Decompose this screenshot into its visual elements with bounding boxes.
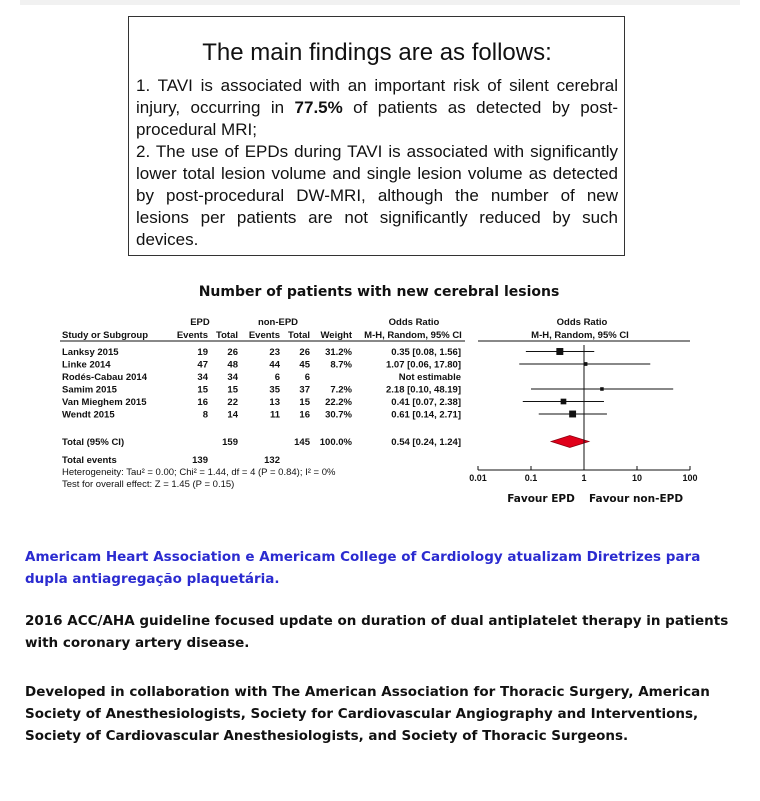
header-events-non: Events	[248, 330, 280, 341]
header-events-epd: Events	[176, 330, 208, 341]
x-tick-label: 100	[682, 473, 698, 483]
forest-plot	[0, 312, 760, 512]
study-non-total: 6	[304, 372, 310, 383]
news-paragraph-2: Developed in collaboration with The American Association for Thoracic Surgery, American Society of Anesthesiologists, Society for Cardiovascular Angiography and Interventions, Society of Cardiovascular Anesthesiologists, and Society of Thoracic Surgeons.	[25, 684, 710, 744]
total-name: Total (95% CI)	[62, 437, 125, 448]
study-name: Lanksy 2015	[62, 347, 119, 358]
favour-right-label: Favour non-EPD	[588, 493, 684, 505]
study-weight: 31.2%	[325, 347, 352, 358]
study-weight: 30.7%	[325, 409, 352, 421]
news-paragraph-1: 2016 ACC/AHA guideline focused update on duration of dual antiplatelet therapy in patients with coronary artery disease.	[25, 613, 729, 651]
news-link[interactable]: Americam Heart Association e Americam College of Cardiology atualizam Diretrizes para dupla antiagregação plaquetária.	[25, 549, 701, 587]
finding-1	[136, 75, 618, 141]
header-total-non: Total	[288, 330, 310, 341]
overall-effect-text: Test for overall effect: Z = 1.45 (P = 0.15)	[62, 479, 235, 490]
study-epd-total: 22	[227, 397, 238, 408]
total-non-epd: 145	[294, 437, 310, 448]
finding-1-text: 1. TAVI is associated with an important risk of silent cerebral injury, occurring in	[136, 76, 618, 117]
study-ci: 0.35 [0.08, 1.56]	[391, 347, 461, 358]
total-epd: 159	[222, 437, 238, 448]
study-ci: 0.61 [0.14, 2.71]	[391, 409, 461, 421]
top-divider	[20, 0, 740, 5]
study-non-events: 35	[269, 384, 280, 396]
header-study: Study or Subgroup	[62, 330, 149, 341]
study-non-total: 26	[299, 347, 310, 358]
total-ci: 0.54 [0.24, 1.24]	[391, 437, 461, 448]
finding-2: 2. The use of EPDs during TAVI is associated with significantly lower total lesion volume and single lesion volume as detected by post-procedural DW-MRI, although the number of new lesions per patients are not significantly reduced by such devices.	[136, 142, 618, 249]
study-epd-total: 34	[227, 372, 238, 383]
study-weight: 22.2%	[325, 397, 352, 408]
study-non-events: 44	[269, 359, 280, 371]
study-epd-total: 15	[227, 384, 238, 396]
heterogeneity-text: Heterogeneity: Tau² = 0.00; Chi² = 1.44, df = 4 (P = 0.84); I² = 0%	[62, 467, 336, 478]
study-non-events: 11	[269, 409, 280, 421]
header-odds-ratio: Odds Ratio	[388, 317, 440, 328]
header-total-epd: Total	[216, 330, 238, 341]
study-row	[62, 397, 461, 408]
study-name: Wendt 2015	[62, 409, 115, 421]
study-ci: Not estimable	[398, 372, 461, 383]
header-method-plot: M-H, Random, 95% CI	[531, 330, 629, 341]
study-epd-total: 48	[227, 359, 238, 371]
findings-title: The main findings are as follows:	[202, 39, 552, 66]
study-epd-events: 19	[197, 347, 208, 358]
study-non-total: 37	[299, 384, 310, 396]
study-epd-total: 26	[227, 347, 238, 358]
study-non-total: 15	[299, 397, 310, 408]
study-epd-total: 14	[227, 409, 238, 421]
study-epd-events: 8	[202, 409, 208, 421]
study-non-events: 13	[269, 397, 280, 408]
study-non-total: 45	[299, 359, 310, 371]
study-epd-events: 15	[197, 384, 208, 396]
total-weight: 100.0%	[319, 437, 352, 448]
chart-title: Number of patients with new cerebral lesions	[198, 284, 560, 300]
header-weight: Weight	[320, 330, 352, 341]
study-name: Van Mieghem 2015	[62, 397, 147, 408]
x-tick-label: 0.01	[469, 473, 487, 483]
study-non-events: 6	[274, 372, 280, 383]
x-tick-label: 0.1	[524, 473, 538, 483]
study-weight: 8.7%	[330, 359, 352, 371]
study-row	[62, 372, 461, 383]
finding-1-text-end: of patients as detected by post-procedural MRI;	[136, 98, 619, 139]
study-row	[62, 385, 461, 396]
header-epd: EPD	[190, 317, 210, 328]
header-method: M-H, Random, 95% CI	[364, 330, 462, 341]
study-row	[62, 360, 461, 371]
point-estimate	[561, 399, 567, 405]
study-row	[62, 410, 461, 421]
study-epd-events: 47	[197, 359, 208, 371]
study-non-total: 16	[299, 409, 310, 421]
study-name: Linke 2014	[62, 359, 111, 371]
x-tick-label: 10	[631, 473, 643, 483]
point-estimate	[556, 348, 563, 355]
total-row	[62, 437, 461, 490]
study-row	[62, 347, 461, 358]
study-non-events: 23	[269, 347, 280, 358]
total-events-label: Total events	[62, 455, 117, 466]
point-estimate	[569, 411, 576, 418]
study-ci: 2.18 [0.10, 48.19]	[386, 384, 461, 396]
study-epd-events: 34	[197, 372, 208, 383]
header-non-epd: non-EPD	[257, 317, 299, 328]
point-estimate	[600, 387, 604, 391]
study-ci: 1.07 [0.06, 17.80]	[386, 359, 461, 371]
total-events-non-epd: 132	[264, 455, 280, 466]
summary-diamond	[551, 436, 589, 448]
study-name: Samim 2015	[62, 384, 117, 396]
total-events-epd: 139	[192, 455, 208, 466]
x-tick-label: 1	[581, 473, 587, 483]
study-weight: 7.2%	[330, 384, 352, 396]
favour-left-label: Favour EPD	[507, 493, 575, 505]
findings-box	[128, 16, 625, 256]
header-odds-ratio-plot: Odds Ratio	[556, 317, 608, 328]
study-ci: 0.41 [0.07, 2.38]	[391, 397, 461, 408]
study-name: Rodés-Cabau 2014	[62, 372, 148, 383]
finding-1-highlight: 77.5%	[294, 98, 343, 117]
study-epd-events: 16	[197, 397, 208, 408]
